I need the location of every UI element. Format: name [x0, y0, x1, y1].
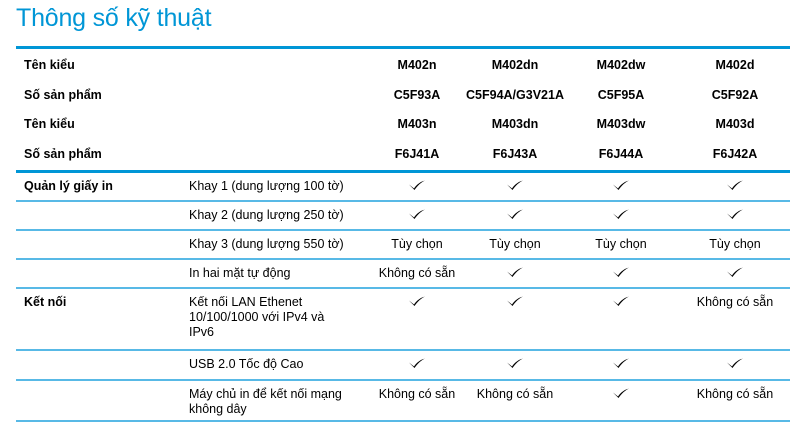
model-value: M403dw: [596, 117, 646, 131]
header-label: Tên kiểu: [24, 117, 75, 131]
row-divider: [16, 258, 790, 260]
row-divider: [16, 200, 790, 202]
feature-value: Tùy chọn: [595, 237, 647, 251]
model-value: F6J44A: [598, 147, 644, 161]
feature-value: Không có sẵn: [476, 387, 554, 401]
header-label: Tên kiểu: [24, 58, 75, 72]
model-value: C5F95A: [597, 88, 645, 102]
feature-value: Tùy chọn: [391, 237, 443, 251]
checkmark-icon: [506, 208, 524, 220]
checkmark-icon: [408, 179, 426, 191]
checkmark-icon: [408, 208, 426, 220]
checkmark-icon: [612, 387, 630, 399]
checkmark-icon: [506, 357, 524, 369]
model-value: M402dw: [596, 58, 646, 72]
checkmark-icon: [612, 208, 630, 220]
feature-available: [556, 295, 686, 311]
feature-line: 10/100/1000 với IPv4 và: [189, 310, 325, 324]
top-rule: [16, 46, 790, 49]
feature-label: Khay 1 (dung lượng 100 tờ): [189, 179, 344, 193]
model-value: M403d: [715, 117, 755, 131]
model-value: F6J42A: [712, 147, 758, 161]
feature-available: [670, 208, 800, 224]
checkmark-icon: [506, 266, 524, 278]
checkmark-icon: [612, 266, 630, 278]
feature-label: Khay 3 (dung lượng 550 tờ): [189, 237, 344, 251]
checkmark-icon: [612, 357, 630, 369]
model-value: C5F92A: [711, 88, 759, 102]
feature-label: [189, 295, 364, 340]
page-title: Thông số kỹ thuật: [16, 4, 212, 32]
feature-line: Kết nối LAN Ethenet: [189, 295, 303, 309]
model-value: M402n: [397, 58, 437, 72]
checkmark-icon: [612, 179, 630, 191]
checkmark-icon: [408, 295, 426, 307]
feature-available: [556, 387, 686, 403]
row-divider: [16, 287, 790, 289]
model-value: M402dn: [491, 58, 539, 72]
feature-label: [189, 387, 364, 417]
feature-line: IPv6: [189, 325, 215, 339]
model-value: M403n: [397, 117, 437, 131]
feature-value: Không có sẵn: [696, 387, 774, 401]
row-divider: [16, 420, 790, 422]
header-label: Số sản phẩm: [24, 147, 102, 161]
model-value: C5F94A/G3V21A: [466, 88, 564, 102]
row-divider: [16, 379, 790, 381]
feature-value: Không có sẵn: [696, 295, 774, 309]
feature-value: Không có sẵn: [378, 266, 456, 280]
feature-value: Tùy chọn: [709, 237, 761, 251]
section-label: Kết nối: [24, 295, 67, 309]
feature-label: Khay 2 (dung lượng 250 tờ): [189, 208, 344, 222]
model-value: F6J43A: [492, 147, 538, 161]
feature-available: [556, 266, 686, 282]
feature-available: [670, 179, 800, 195]
feature-label: In hai mặt tự động: [189, 266, 291, 280]
checkmark-icon: [726, 357, 744, 369]
checkmark-icon: [408, 357, 426, 369]
checkmark-icon: [612, 295, 630, 307]
checkmark-icon: [506, 295, 524, 307]
feature-available: [556, 208, 686, 224]
model-value: C5F93A: [393, 88, 441, 102]
checkmark-icon: [726, 179, 744, 191]
feature-line: Máy chủ in để kết nối mạng: [189, 387, 342, 401]
feature-available: [556, 357, 686, 373]
checkmark-icon: [726, 208, 744, 220]
feature-label: USB 2.0 Tốc độ Cao: [189, 357, 304, 371]
feature-value: Không có sẵn: [378, 387, 456, 401]
model-value: M403dn: [491, 117, 539, 131]
feature-available: [670, 266, 800, 282]
header-label: Số sản phẩm: [24, 88, 102, 102]
model-value: M402d: [715, 58, 755, 72]
checkmark-icon: [726, 266, 744, 278]
section-rule: [16, 170, 790, 173]
feature-available: [670, 357, 800, 373]
section-label: Quản lý giấy in: [24, 179, 113, 193]
feature-available: [556, 179, 686, 195]
row-divider: [16, 229, 790, 231]
model-value: F6J41A: [394, 147, 440, 161]
checkmark-icon: [506, 179, 524, 191]
feature-value: Tùy chọn: [489, 237, 541, 251]
row-divider: [16, 349, 790, 351]
feature-line: không dây: [189, 402, 247, 416]
